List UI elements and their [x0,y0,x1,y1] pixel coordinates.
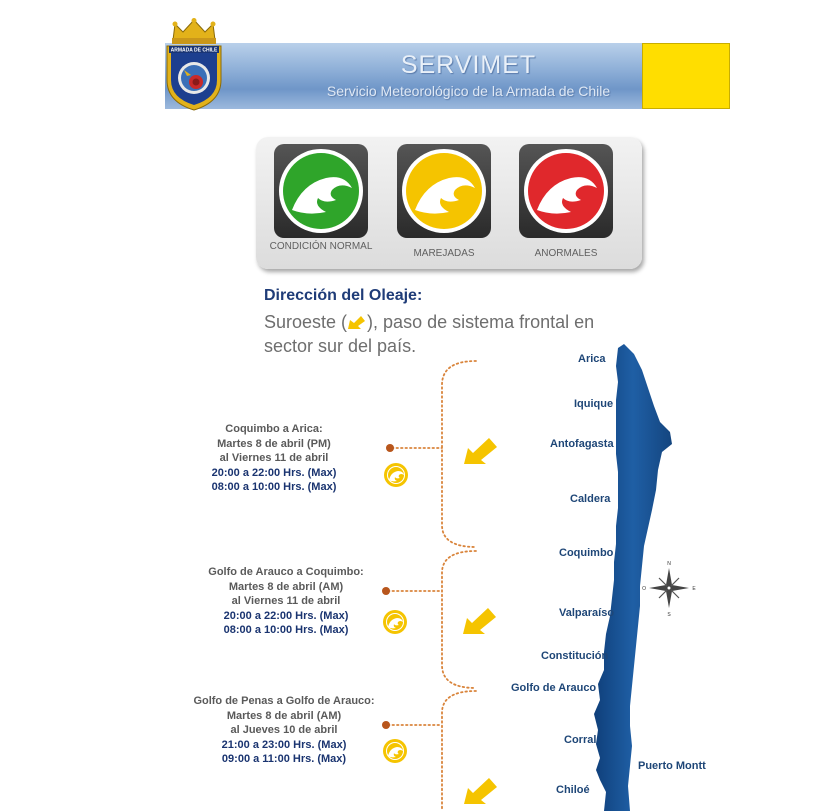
compass-e: E [692,586,696,592]
compass-rose [642,561,696,618]
southwest-swell-arrow-icon [462,436,500,466]
region-start: Martes 8 de abril (AM) [226,709,342,722]
city-label: Iquique [574,398,614,410]
wave-icon [397,144,491,238]
wave-direction-text-start: Suroeste ( [264,312,348,332]
city-label: Antofagasta [550,438,614,450]
legend-abnormal-label: ANORMALES [534,248,598,259]
legend-normal-tile [274,144,368,238]
wave-icon [382,738,408,764]
region-coquimbo-arica [164,422,384,495]
region-name: Golfo de Penas a Golfo de Arauco: [193,695,375,707]
compass-o: O [642,586,646,592]
region-penas-arauco [174,694,394,767]
legend-abnormal-tile [519,144,613,238]
legend-normal-label: CONDICIÓN NORMAL [269,241,373,252]
region-time-2: 08:00 a 10:00 Hrs. (Max) [223,624,349,636]
city-label: Chiloé [556,784,590,796]
region-time-2: 08:00 a 10:00 Hrs. (Max) [211,481,337,493]
header-banner [165,43,642,109]
region-end: al Viernes 11 de abril [219,452,329,464]
compass-s: S [667,612,671,618]
region-start: Martes 8 de abril (AM) [228,580,344,593]
wave-icon [382,609,408,635]
wave-icon [274,144,368,238]
legend-swell-label: MAREJADAS [413,248,475,259]
navy-logo [163,18,225,112]
region-time-1: 20:00 a 22:00 Hrs. (Max) [211,466,337,479]
southwest-swell-arrow-icon [461,606,499,636]
alert-color-box [642,43,730,109]
region-time-1: 20:00 a 22:00 Hrs. (Max) [223,609,349,622]
wave-icon [383,462,409,488]
compass-n: N [667,561,671,567]
wave-icon [519,144,613,238]
city-label: Puerto Montt [638,760,706,772]
wave-direction-title: Dirección del Oleaje: [264,287,423,304]
region-arauco-coquimbo [176,565,396,638]
city-label: Coquimbo [559,547,614,559]
condition-legend [256,137,642,269]
app-subtitle: Servicio Meteorológico de la Armada de Chile [326,83,611,99]
city-label: Constitución [541,650,609,662]
region-name: Golfo de Arauco a Coquimbo: [208,566,364,578]
city-label: Valparaíso [559,607,615,619]
region-time-2: 09:00 a 11:00 Hrs. (Max) [221,753,347,765]
region-time-1: 21:00 a 23:00 Hrs. (Max) [221,738,347,751]
southwest-swell-arrow-icon [347,314,367,330]
region-start: Martes 8 de abril (PM) [217,437,331,450]
legend-swell-tile [397,144,491,238]
region-end: al Jueves 10 de abril [230,724,338,736]
city-label: Caldera [570,493,611,505]
southwest-swell-arrow-icon [462,776,500,806]
logo-text: ARMADA DE CHILE [170,47,218,54]
wave-direction-text-end: ), paso de sistema frontal en sector sur del país. [264,312,595,356]
app-title: SERVIMET [400,51,537,79]
region-end: al Viernes 11 de abril [231,595,341,607]
city-label: Arica [578,353,606,365]
city-label: Corral [564,734,597,746]
city-label: Golfo de Arauco [511,682,597,694]
region-name: Coquimbo a Arica: [225,423,323,435]
